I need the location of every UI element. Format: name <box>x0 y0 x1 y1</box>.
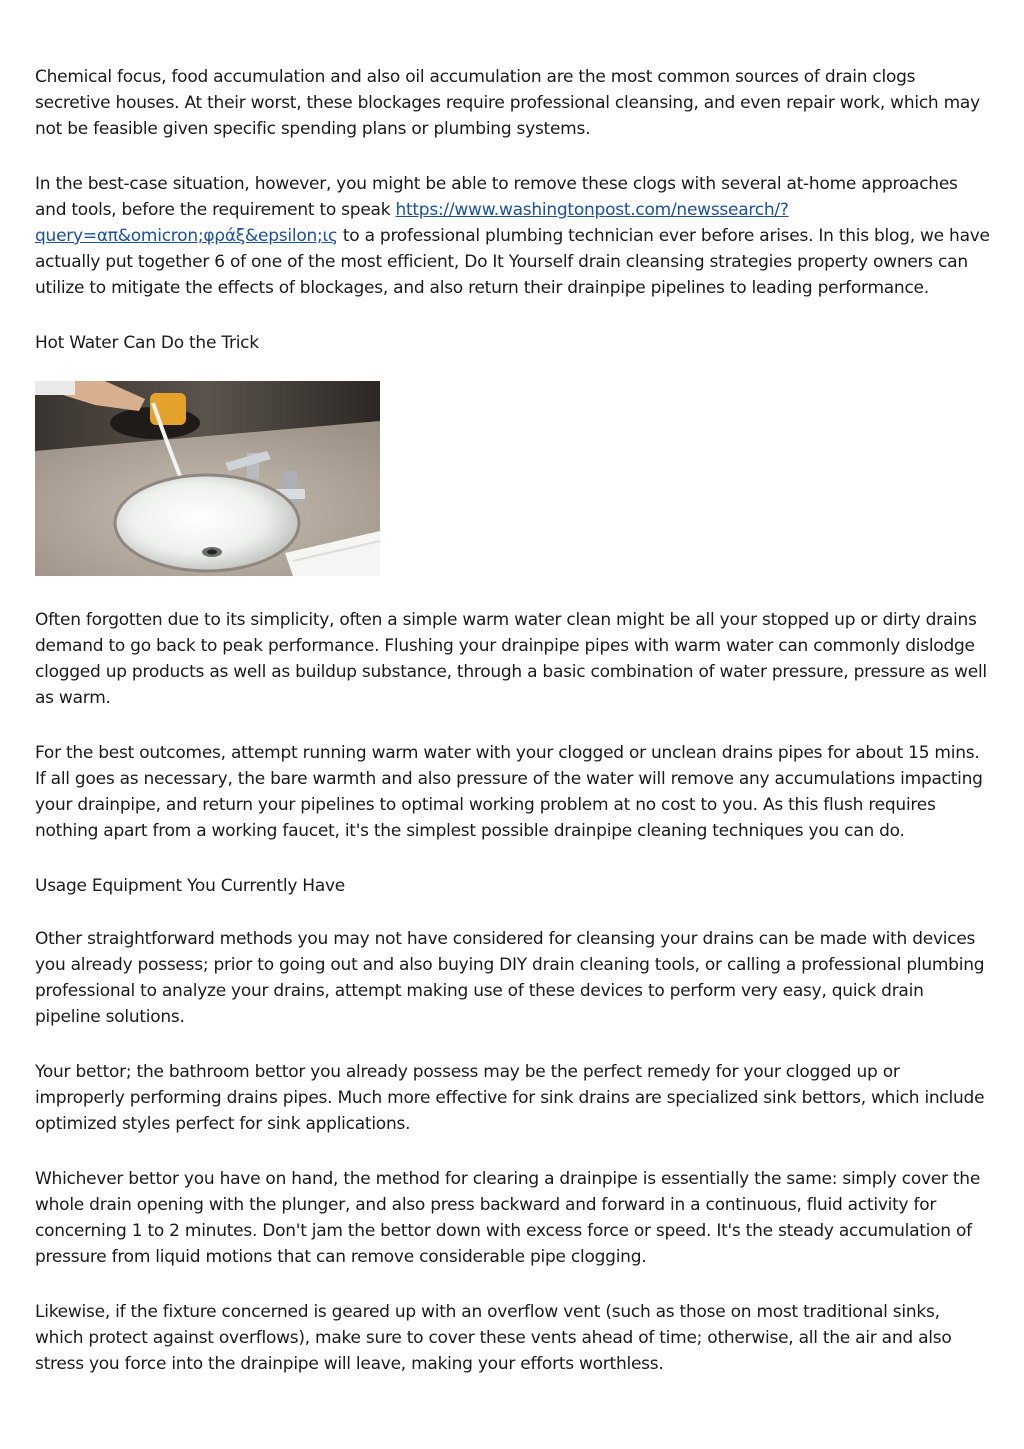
sink-drain-photo <box>35 381 380 576</box>
paragraph-best-case-end: to a professional plumbing technician ever before arises. In this blog, we have actually put together 6 of one of the most efficient, Do It Yourself drain cleansing strategies property owners can utilize to mitigate the effects of blockages, and also return their drainpipe pipelines to leading performance. <box>35 226 990 298</box>
paragraph-best-case <box>35 171 993 301</box>
paragraph-best-case-start: In the best-case situation, however, you might be able to remove these clogs with several at-home approaches and tools, before the requirement to speak <box>35 174 958 220</box>
washingtonpost-search-link[interactable]: https://www.washingtonpost.com/newssearch/?query=απ&omicron;φράξ&epsilon;ις <box>35 200 789 246</box>
paragraph-warm-water: Often forgotten due to its simplicity, often a simple warm water clean might be all your stopped up or dirty drains demand to go back to peak performance. Flushing your drainpipe pipes with warm water can commonly dislodge clogged up products as well as buildup substance, through a basic combination of water pressure, pressure as well as warm. <box>35 610 987 708</box>
article-body <box>35 64 993 1406</box>
paragraph-best-outcomes: For the best outcomes, attempt running warm water with your clogged or unclean drains pipes for about 15 mins. If all goes as necessary, the bare warmth and also pressure of the water will remove any accumulations impacting your drainpipe, and return your pipelines to optimal working problem at no cost to you. As this flush requires nothing apart from a working faucet, it's the simplest possible drainpipe cleaning techniques you can do. <box>35 743 983 841</box>
section-heading-hot-water: Hot Water Can Do the Trick <box>35 333 259 353</box>
sink-drain-illustration <box>35 381 380 576</box>
paragraph-straightforward-methods: Other straightforward methods you may not have considered for cleansing your drains can be made with devices you already possess; prior to going out and also buying DIY drain cleaning tools, or calling a professional plumbing professional to analyze your drains, attempt making use of these devices to perform very easy, quick drain pipeline solutions. <box>35 929 985 1027</box>
paragraph-overflow-vent: Likewise, if the fixture concerned is geared up with an overflow vent (such as those on most traditional sinks, which protect against overflows), make sure to cover these vents ahead of time; otherwise, all the air and also stress you force into the drainpipe will leave, making your efforts worthless. <box>35 1302 952 1374</box>
section-heading-equipment: Usage Equipment You Currently Have <box>35 876 346 896</box>
paragraph-intro: Chemical focus, food accumulation and also oil accumulation are the most common sources of drain clogs secretive houses. At their worst, these blockages require professional cleansing, and even repair work, which may not be feasible given specific spending plans or plumbing systems. <box>35 67 980 139</box>
paragraph-bettor: Your bettor; the bathroom bettor you already possess may be the perfect remedy for your clogged up or improperly performing drains pipes. Much more effective for sink drains are specialized sink bettors, which include optimized styles perfect for sink applications. <box>35 1062 985 1134</box>
paragraph-plunger-method: Whichever bettor you have on hand, the method for clearing a drainpipe is essentially the same: simply cover the whole drain opening with the plunger, and also press backward and forward in a continuous, fluid activity for concerning 1 to 2 minutes. Don't jam the bettor down with excess force or speed. It's the steady accumulation of pressure from liquid motions that can remove considerable pipe clogging. <box>35 1169 981 1267</box>
